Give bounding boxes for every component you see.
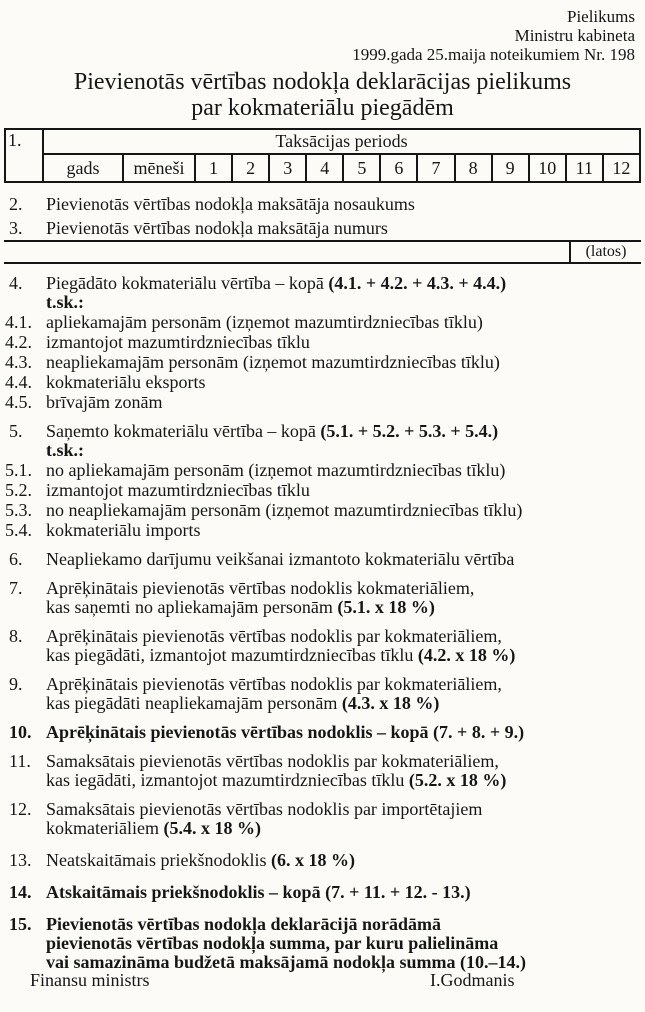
item-number: 5.3. [5,500,32,520]
item-number: 4. [9,273,23,293]
item-text [46,627,641,665]
item-text-line: kokmateriālu imports [46,520,201,540]
item-text-line: Atskaitāmais priekšnodoklis – kopā (7. + 11. + 12. - 13.) [46,882,471,902]
month-cell-3: 3 [269,154,306,182]
item-text [46,461,641,480]
item-number: 12. [9,799,32,819]
item-text-line: izmantojot mazumtirdzniecības tīklu [46,480,310,500]
currency-note: (latos) [569,242,641,262]
row-number-cell: 1. [5,129,43,182]
item-text-line: no apliekamajām personām (izņemot mazumtirdzniecības tīklu) [46,460,506,480]
item-text-line: Samaksātais pievienotās vērtības nodoklis par kokmateriāliem, [46,751,499,771]
field-number: 3. [9,218,23,238]
item-text [46,851,641,870]
item-number: 4.4. [5,372,32,392]
item-text-line: kas piegādāti, izmantojot mazumtirdzniecības tīklu (4.2. x 18 %) [46,645,516,665]
item-text [46,675,641,713]
year-cell: gads [43,154,123,182]
item-text-line: brīvajām zonām [46,392,163,412]
item-text [46,333,641,352]
month-cell-8: 8 [455,154,492,182]
item-text [46,274,641,312]
form-item-5 [4,422,641,460]
item-text-line: Saņemto kokmateriālu vērtība – kopā (5.1. + 5.2. + 5.3. + 5.4.) [46,421,499,441]
item-text-line: pievienotās vērtības nodokļa summa, par kuru palielināma [46,933,499,953]
month-cell-9: 9 [492,154,529,182]
form-item-8 [4,627,641,665]
form-item-7 [4,579,641,617]
item-text-line: Aprēķinātais pievienotās vērtības nodoklis par kokmateriāliem, [46,674,502,694]
page-title-line-1: Pievienotās vērtības nodokļa deklarācijas pielikums [73,69,572,95]
item-text [46,579,641,617]
header-line-cabinet: Ministru kabineta [514,26,635,45]
page-title [4,69,641,121]
item-text-line: kokmateriāliem (5.4. x 18 %) [46,818,261,838]
item-number: 5. [9,421,23,441]
item-text-line: Neapliekamo darījumu veikšanai izmantoto kokmateriālu vērtība [46,549,515,569]
item-text-line: Samaksātais pievienotās vērtības nodoklis par importētajiem [46,799,483,819]
item-text-line: no neapliekamajām personām (izņemot mazumtirdzniecības tīklu) [46,500,523,520]
item-text [46,800,641,838]
form-item-4-2 [4,333,641,352]
field-taxpayer-number [4,215,641,242]
currency-row [4,242,641,264]
form-item-15 [4,915,641,972]
header-line-regulation: 1999.gada 25.maija noteikumiem Nr. 198 [352,45,635,64]
item-text-line: Neatskaitāmais priekšnodoklis (6. x 18 %) [46,850,355,870]
item-text-line: kas iegādāti, izmantojot mazumtirdzniecības tīklu (5.2. x 18 %) [46,770,507,790]
month-cell-11: 11 [566,154,603,182]
item-text-line: Aprēķinātais pievienotās vērtības nodoklis par kokmateriāliem, [46,626,502,646]
field-label: Pievienotās vērtības nodokļa maksātāja nosaukums [46,194,415,214]
form-item-10 [4,723,641,742]
item-text-line: Piegādāto kokmateriālu vērtība – kopā (4.1. + 4.2. + 4.3. + 4.4.) [46,273,507,293]
item-text [46,915,641,972]
item-text [46,313,641,332]
taxpayer-fields [4,191,641,264]
month-cell-2: 2 [232,154,269,182]
item-text-line: Aprēķinātais pievienotās vērtības nodoklis kokmateriāliem, [46,578,475,598]
form-item-4-4 [4,373,641,392]
item-text [46,752,641,790]
item-number: 15. [9,914,32,934]
field-number: 2. [9,194,23,214]
signature-role: Finansu ministrs [30,970,150,990]
month-cell-1: 1 [195,154,232,182]
item-text-line: Pievienotās vērtības nodokļa deklarācijā norādāmā [46,914,441,934]
item-text [46,550,641,569]
item-text-line: izmantojot mazumtirdzniecības tīklu [46,332,310,352]
form-item-5-2 [4,481,641,500]
form-item-9 [4,675,641,713]
item-text [46,723,641,742]
form-item-5-4 [4,521,641,540]
month-cell-4: 4 [306,154,343,182]
item-text [46,353,641,372]
item-number: 11. [9,751,31,771]
form-item-11 [4,752,641,790]
item-text-line: kas piegādāti neapliekamajām personām (4.3. x 18 %) [46,693,440,713]
item-text [46,481,641,500]
item-text-line: kokmateriālu eksports [46,372,206,392]
item-text [46,393,641,412]
field-label: Pievienotās vērtības nodokļa maksātāja numurs [46,218,388,238]
period-months-row [5,154,640,182]
form-item-13 [4,851,641,870]
item-number: 5.2. [5,480,32,500]
form-item-4-1 [4,313,641,332]
item-number: 4.5. [5,392,32,412]
item-number: 8. [9,626,23,646]
months-label-cell: mēneši [123,154,195,182]
taxation-period-table [4,128,641,183]
form-item-6 [4,550,641,569]
item-text [46,501,641,520]
item-text [46,521,641,540]
item-number: 4.3. [5,352,32,372]
form-item-14 [4,883,641,902]
item-number: 13. [9,850,32,870]
form-item-4-5 [4,393,641,412]
item-text-line: vai samazināma budžetā maksājamā nodokļa summa (10.–14.) [46,952,527,972]
month-cell-12: 12 [603,154,640,182]
month-cell-5: 5 [343,154,380,182]
page-title-line-2: par kokmateriālu piegādēm [191,95,454,121]
item-text [46,883,641,902]
item-text-line: Aprēķinātais pievienotās vērtības nodoklis – kopā (7. + 8. + 9.) [46,722,525,742]
document-reference-header [4,7,641,64]
item-number: 14. [9,882,32,902]
item-text-line: apliekamajām personām (izņemot mazumtirdzniecības tīklu) [46,312,483,332]
header-line-annex: Pielikums [566,7,635,26]
item-text-line: t.sk.: [46,292,85,312]
form-item-4-3 [4,353,641,372]
month-cell-6: 6 [380,154,417,182]
field-taxpayer-name [4,191,641,215]
item-text-line: kas saņemti no apliekamajām personām (5.1. x 18 %) [46,597,435,617]
item-number: 4.2. [5,332,32,352]
item-number: 5.4. [5,520,32,540]
form-item-5-1 [4,461,641,480]
item-text [46,373,641,392]
form-item-4 [4,274,641,312]
items-list [4,274,641,972]
form-item-12 [4,800,641,838]
taxation-period-header: Taksācijas periods [43,129,640,154]
signature-name: I.Godmanis [430,970,515,990]
item-number: 4.1. [5,312,32,332]
item-number: 10. [9,722,32,742]
month-cell-10: 10 [529,154,566,182]
item-number: 9. [9,674,23,694]
item-number: 5.1. [5,460,32,480]
item-text-line: t.sk.: [46,440,85,460]
item-number: 7. [9,578,23,598]
month-cell-7: 7 [417,154,454,182]
item-text-line: neapliekamajām personām (izņemot mazumtirdzniecības tīklu) [46,352,500,372]
item-text [46,422,641,460]
item-number: 6. [9,549,23,569]
form-item-5-3 [4,501,641,520]
